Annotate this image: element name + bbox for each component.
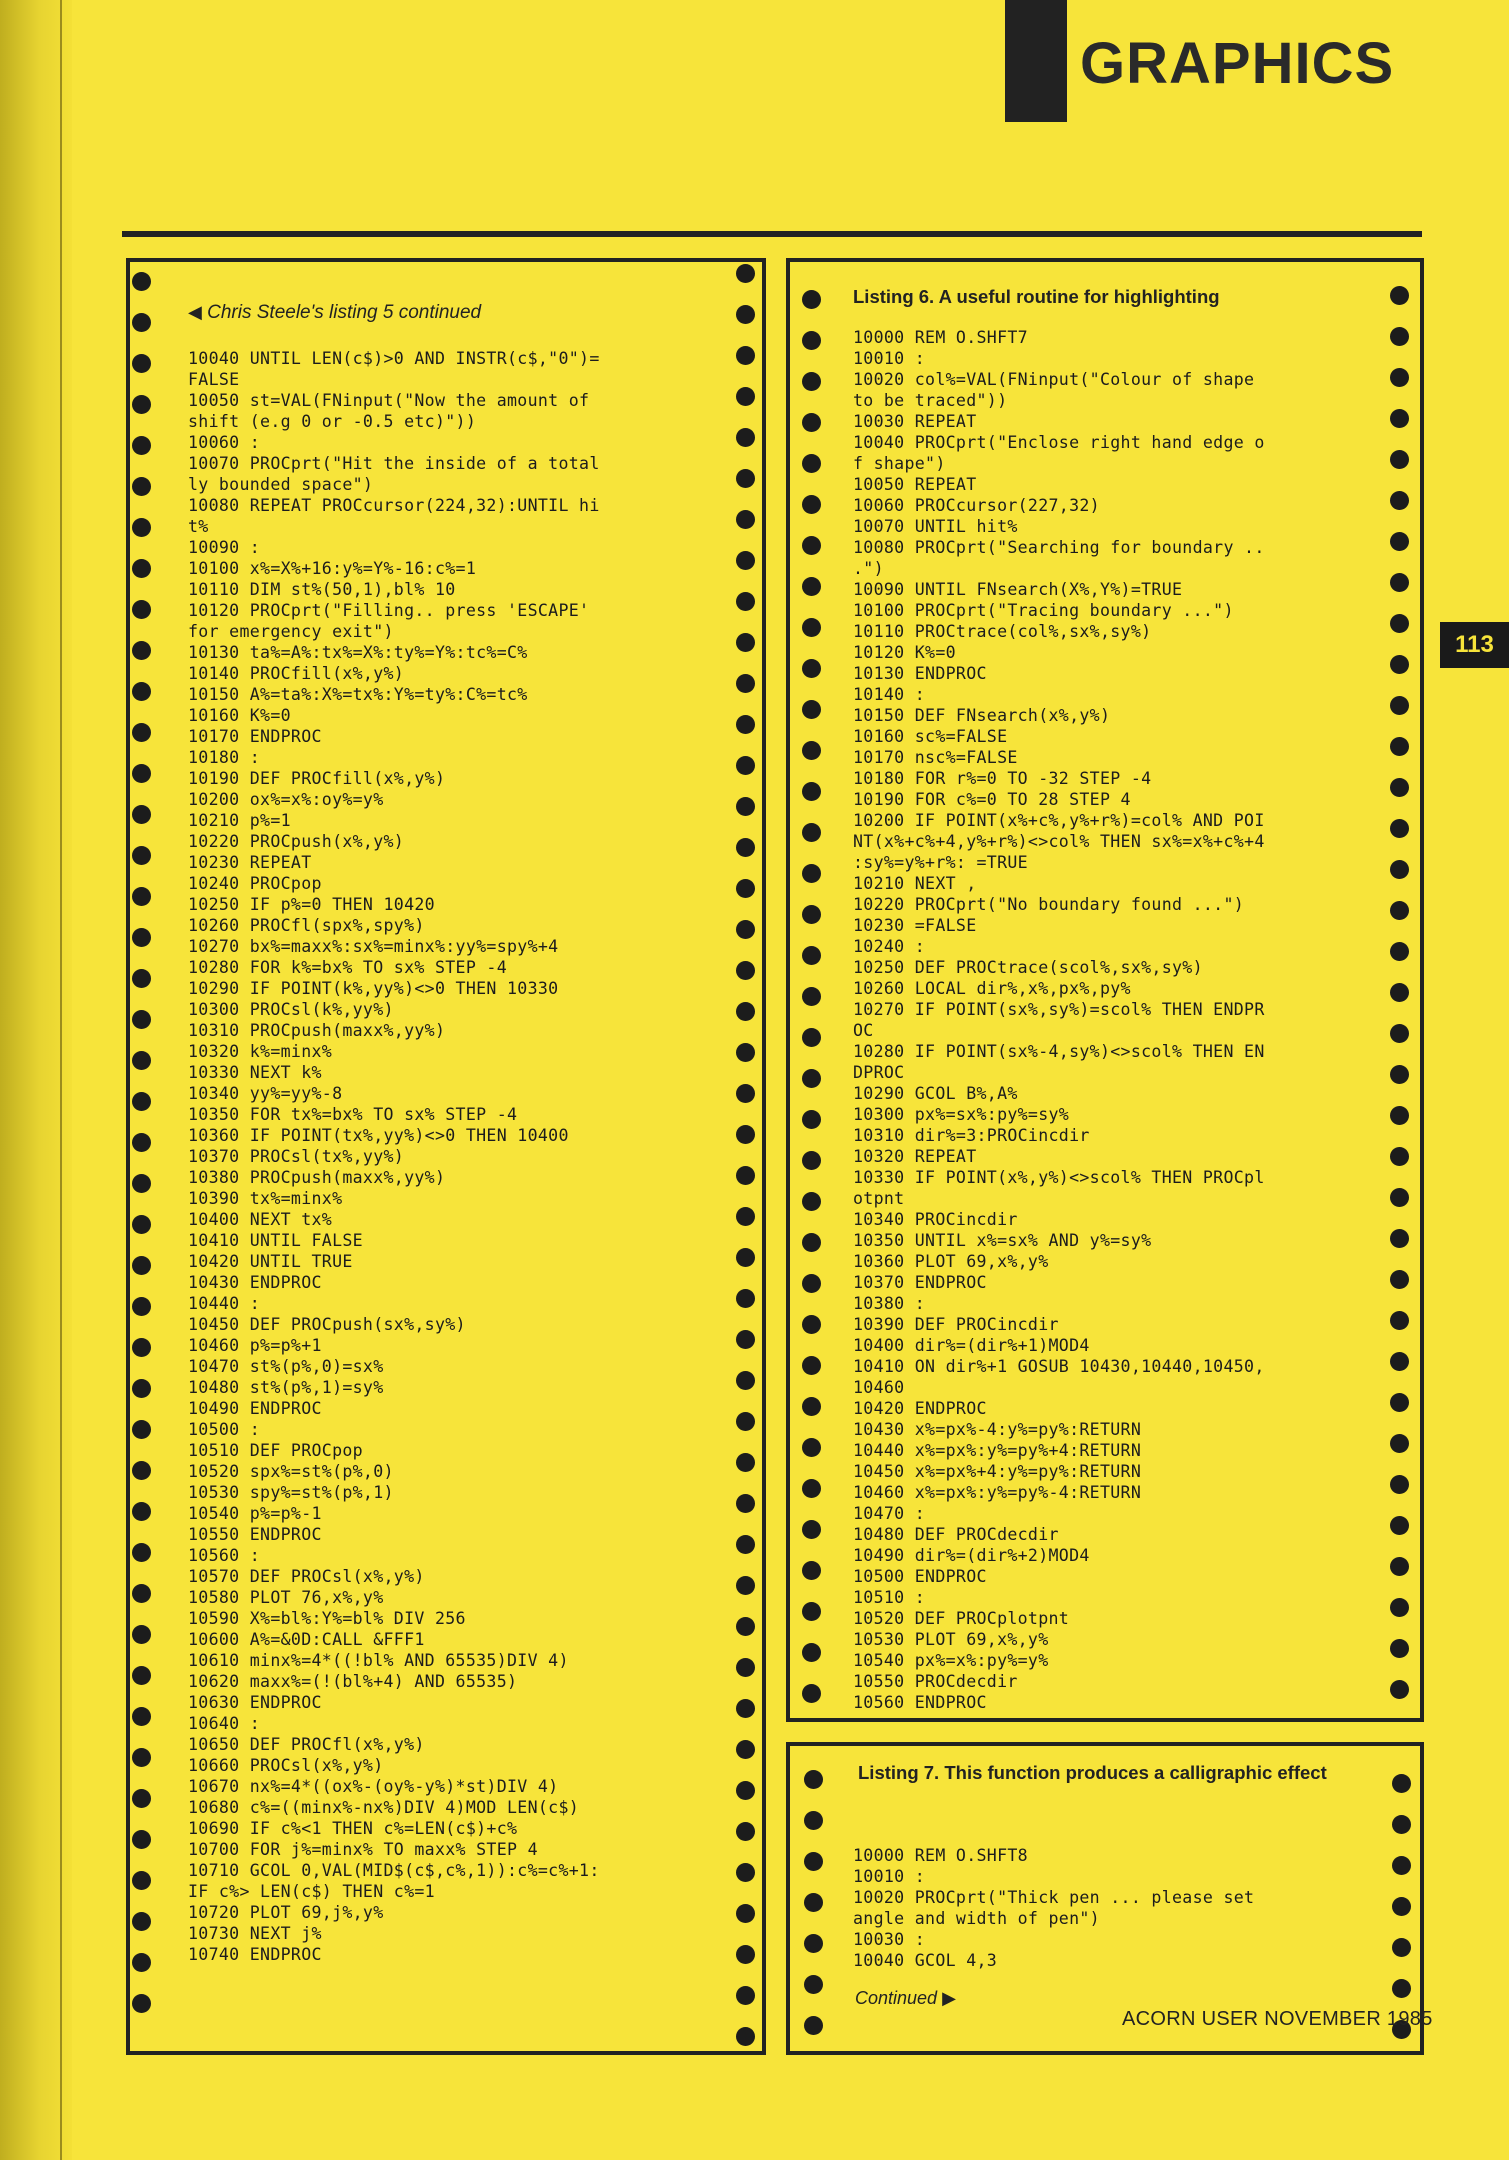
- magazine-footer: ACORN USER NOVEMBER 1985: [1122, 2008, 1433, 2030]
- perforation-hole: [1390, 1393, 1409, 1412]
- perforation-hole: [132, 1092, 151, 1111]
- perforation-hole: [802, 536, 821, 555]
- perforation-hole: [802, 1438, 821, 1457]
- perforation-hole: [736, 551, 755, 570]
- perforation-hole: [802, 1233, 821, 1252]
- perforation-hole: [736, 920, 755, 939]
- perforation-hole: [132, 1010, 151, 1029]
- perforation-hole: [1390, 286, 1409, 305]
- perforation-hole: [132, 1256, 151, 1275]
- perforation-hole: [132, 1830, 151, 1849]
- perforation-hole: [1390, 1598, 1409, 1617]
- perforation-hole: [804, 1893, 823, 1912]
- listing6-panel: [786, 258, 1424, 1722]
- perforation-hole: [736, 1535, 755, 1554]
- perforation-hole: [802, 782, 821, 801]
- perforation-hole: [736, 1453, 755, 1472]
- perforation-hole: [736, 1002, 755, 1021]
- perforation-hole: [132, 928, 151, 947]
- perforation-hole: [1390, 778, 1409, 797]
- perforation-hole: [1392, 1774, 1411, 1793]
- continued-text: Continued: [855, 1988, 938, 2008]
- perforation-hole: [802, 1315, 821, 1334]
- perforation-hole: [132, 1297, 151, 1316]
- perforation-hole: [1390, 1639, 1409, 1658]
- perforation-hole: [1390, 737, 1409, 756]
- continued-arrow-icon: ▶: [942, 1988, 956, 2008]
- perforation-hole: [1392, 1856, 1411, 1875]
- perforation-hole: [804, 1975, 823, 1994]
- perforation-hole: [736, 756, 755, 775]
- perforation-hole: [736, 510, 755, 529]
- perforation-hole: [132, 1174, 151, 1193]
- perforation-hole: [1390, 1065, 1409, 1084]
- perforation-hole: [802, 1356, 821, 1375]
- perforation-hole: [132, 1666, 151, 1685]
- listing5-code: 10040 UNTIL LEN(c$)>0 AND INSTR(c$,"0")= FALSE 10050 st=VAL(FNinput("Now the amount of shift (e.g 0 or -0.5 etc)")) 10060 : 10070 PROCprt("Hit the inside of a total ly bounded space") 10080 REPEAT PROCcursor(224,32):UNTIL hi t% 10090 : 10100 x%=X%+16:y%=Y%-16:c%=1 10110 DIM st%(50,1),bl% 10 10120 PROCprt("Filling.. press 'ESCAPE' for emergency exit") 10130 ta%=A%:tx%=X%:ty%=Y%:tc%=C% 10140 PROCfill(x%,y%) 10150 A%=ta%:X%=tx%:Y%=ty%:C%=tc% 10160 K%=0 10170 ENDPROC 10180 : 10190 DEF PROCfill(x%,y%) 10200 ox%=x%:oy%=y% 10210 p%=1 10220 PROCpush(x%,y%) 10230 REPEAT 10240 PROCpop 10250 IF p%=0 THEN 10420 10260 PROCfl(spx%,spy%) 10270 bx%=maxx%:sx%=minx%:yy%=spy%+4 10280 FOR k%=bx% TO sx% STEP -4 10290 IF POINT(k%,yy%)<>0 THEN 10330 10300 PROCsl(k%,yy%) 10310 PROCpush(maxx%,yy%) 10320 k%=minx% 10330 NEXT k% 10340 yy%=yy%-8 10350 FOR tx%=bx% TO sx% STEP -4 10360 IF POINT(tx%,yy%)<>0 THEN 10400 10370 PROCsl(tx%,yy%) 10380 PROCpush(maxx%,yy%) 10390 tx%=minx% 10400 NEXT tx% 10410 UNTIL FALSE 10420 UNTIL TRUE 10430 ENDPROC 10440 : 10450 DEF PROCpush(sx%,sy%) 10460 p%=p%+1 10470 st%(p%,0)=sx% 10480 st%(p%,1)=sy% 10490 ENDPROC 10500 : 10510 DEF PROCpop 10520 spx%=st%(p%,0) 10530 spy%=st%(p%,1) 10540 p%=p%-1 10550 ENDPROC 10560 : 10570 DEF PROCsl(x%,y%) 10580 PLOT 76,x%,y% 10590 X%=bl%:Y%=bl% DIV 256 10600 A%=&0D:CALL &FFF1 10610 minx%=4*((!bl% AND 65535)DIV 4) 10620 maxx%=(!(bl%+4) AND 65535) 10630 ENDPROC 10640 : 10650 DEF PROCfl(x%,y%) 10660 PROCsl(x%,y%) 10670 nx%=4*((ox%-(oy%-y%)*st)DIV 4) 10680 c%=((minx%-nx%)DIV 4)MOD LEN(c$) 10690 IF c%<1 THEN c%=LEN(c$)+c% 10700 FOR j%=minx% TO maxx% STEP 4 10710 GCOL 0,VAL(MID$(c$,c%,1)):c%=c%+1: IF c%> LEN(c$) THEN c%=1 10720 PLOT 69,j%,y% 10730 NEXT j% 10740 ENDPROC: [188, 349, 600, 1964]
- perforation-hole: [1390, 819, 1409, 838]
- perforation-hole: [1390, 860, 1409, 879]
- perforation-hole: [802, 331, 821, 350]
- perforation-hole: [804, 1852, 823, 1871]
- perforation-hole: [1390, 1434, 1409, 1453]
- perforation-hole: [1390, 327, 1409, 346]
- perforation-hole: [736, 1863, 755, 1882]
- perforation-hole: [1390, 450, 1409, 469]
- perforation-hole: [736, 1412, 755, 1431]
- perforation-hole: [736, 879, 755, 898]
- perforation-hole: [802, 1397, 821, 1416]
- perforation-hole: [132, 805, 151, 824]
- perforation-hole: [736, 1166, 755, 1185]
- perforation-hole: [1390, 983, 1409, 1002]
- perforation-hole: [736, 1043, 755, 1062]
- perforation-hole: [1390, 696, 1409, 715]
- perforation-hole: [1392, 1815, 1411, 1834]
- perforation-hole: [802, 1192, 821, 1211]
- perforation-hole: [802, 1069, 821, 1088]
- perforation-hole: [132, 1133, 151, 1152]
- perforation-hole: [132, 1953, 151, 1972]
- perforation-hole: [1390, 1475, 1409, 1494]
- caption-arrow-icon: ◀: [188, 302, 202, 322]
- perforation-hole: [132, 969, 151, 988]
- perforation-hole: [132, 1707, 151, 1726]
- perforation-hole: [802, 1643, 821, 1662]
- perforation-hole: [132, 846, 151, 865]
- perforation-hole: [132, 436, 151, 455]
- perforation-hole: [1390, 901, 1409, 920]
- perforation-hole: [802, 659, 821, 678]
- perforation-hole: [132, 477, 151, 496]
- perforation-hole: [736, 1207, 755, 1226]
- perforation-hole: [802, 1028, 821, 1047]
- page-number-tab: 113: [1440, 622, 1509, 668]
- perforation-hole: [1390, 368, 1409, 387]
- page-gutter: [0, 0, 72, 2160]
- perforation-hole: [1390, 1188, 1409, 1207]
- perforation-hole: [1390, 1106, 1409, 1125]
- perforation-hole: [736, 387, 755, 406]
- perforation-hole: [802, 1274, 821, 1293]
- perforation-hole: [802, 700, 821, 719]
- continued-label: [855, 1988, 956, 2009]
- perforation-hole: [1390, 1557, 1409, 1576]
- perforation-hole: [802, 905, 821, 924]
- perforation-hole: [802, 1110, 821, 1129]
- perforation-hole: [736, 346, 755, 365]
- perforation-hole: [802, 495, 821, 514]
- listing6-code: 10000 REM O.SHFT7 10010 : 10020 col%=VAL(FNinput("Colour of shape to be traced")) 10030 REPEAT 10040 PROCprt("Enclose right hand edge o f shape") 10050 REPEAT 10060 PROCcursor(227,32) 10070 UNTIL hit% 10080 PROCprt("Searching for boundary .. .") 10090 UNTIL FNsearch(X%,Y%)=TRUE 10100 PROCprt("Tracing boundary ...") 10110 PROCtrace(col%,sx%,sy%) 10120 K%=0 10130 ENDPROC 10140 : 10150 DEF FNsearch(x%,y%) 10160 sc%=FALSE 10170 nsc%=FALSE 10180 FOR r%=0 TO -32 STEP -4 10190 FOR c%=0 TO 28 STEP 4 10200 IF POINT(x%+c%,y%+r%)=col% AND POI NT(x%+c%+4,y%+r%)<>col% THEN sx%=x%+c%+4 :sy%=y%+r%: =TRUE 10210 NEXT , 10220 PROCprt("No boundary found ...") 10230 =FALSE 10240 : 10250 DEF PROCtrace(scol%,sx%,sy%) 10260 LOCAL dir%,x%,px%,py% 10270 IF POINT(sx%,sy%)=scol% THEN ENDPR OC 10280 IF POINT(sx%-4,sy%)<>scol% THEN EN DPROC 10290 GCOL B%,A% 10300 px%=sx%:py%=sy% 10310 dir%=3:PROCincdir 10320 REPEAT 10330 IF POINT(x%,y%)<>scol% THEN PROCpl otpnt 10340 PROCincdir 10350 UNTIL x%=sx% AND y%=sy% 10360 PLOT 69,x%,y% 10370 ENDPROC 10380 : 10390 DEF PROCincdir 10400 dir%=(dir%+1)MOD4 10410 ON dir%+1 GOSUB 10430,10440,10450, 10460 10420 ENDPROC 10430 x%=px%-4:y%=py%:RETURN 10440 x%=px%:y%=py%+4:RETURN 10450 x%=px%+4:y%=py%:RETURN 10460 x%=px%:y%=py%-4:RETURN 10470 : 10480 DEF PROCdecdir 10490 dir%=(dir%+2)MOD4 10500 ENDPROC 10510 : 10520 DEF PROCplotpnt 10530 PLOT 69,x%,y% 10540 px%=x%:py%=y% 10550 PROCdecdir 10560 ENDPROC: [853, 328, 1265, 1712]
- perforation-hole: [1390, 409, 1409, 428]
- perforation-hole: [804, 1770, 823, 1789]
- perforation-hole: [1392, 1938, 1411, 1957]
- listing5-caption: [188, 302, 481, 324]
- perforation-hole: [132, 1625, 151, 1644]
- perforation-hole: [1390, 1147, 1409, 1166]
- perforation-hole: [736, 1740, 755, 1759]
- perforation-hole: [736, 1781, 755, 1800]
- perforation-hole: [132, 600, 151, 619]
- perforation-hole: [1390, 573, 1409, 592]
- perforation-hole: [736, 469, 755, 488]
- perforation-hole: [132, 1789, 151, 1808]
- perforation-hole: [132, 272, 151, 291]
- perforation-hole: [802, 1602, 821, 1621]
- perforation-hole: [132, 723, 151, 742]
- perforation-hole: [1390, 1311, 1409, 1330]
- perforation-hole: [132, 1461, 151, 1480]
- perforation-hole: [804, 1934, 823, 1953]
- perforation-hole: [1390, 942, 1409, 961]
- perforation-hole: [802, 454, 821, 473]
- perforation-hole: [132, 1584, 151, 1603]
- perforation-hole: [132, 1748, 151, 1767]
- perforation-hole: [132, 1912, 151, 1931]
- perforation-hole: [802, 290, 821, 309]
- perforation-hole: [802, 1151, 821, 1170]
- perforation-hole: [802, 741, 821, 760]
- perforation-hole: [802, 946, 821, 965]
- perforation-hole: [736, 1617, 755, 1636]
- perforation-hole: [802, 1684, 821, 1703]
- perforation-hole: [736, 1494, 755, 1513]
- perforation-hole: [736, 1248, 755, 1267]
- perforation-hole: [802, 1479, 821, 1498]
- perforation-hole: [132, 1338, 151, 1357]
- perforation-hole: [736, 715, 755, 734]
- perforation-hole: [736, 1576, 755, 1595]
- perforation-hole: [132, 887, 151, 906]
- perforation-hole: [802, 1520, 821, 1539]
- listing6-title: Listing 6. A useful routine for highlighting: [853, 286, 1220, 307]
- perforation-hole: [132, 1420, 151, 1439]
- header-block: [1005, 0, 1067, 122]
- perforation-hole: [132, 395, 151, 414]
- perforation-hole: [736, 2027, 755, 2046]
- perforation-hole: [736, 1986, 755, 2005]
- perforation-hole: [132, 1871, 151, 1890]
- perforation-hole: [802, 618, 821, 637]
- perforation-hole: [736, 961, 755, 980]
- perforation-hole: [802, 577, 821, 596]
- perforation-hole: [736, 838, 755, 857]
- perforation-hole: [736, 674, 755, 693]
- perforation-hole: [132, 641, 151, 660]
- perforation-hole: [736, 1822, 755, 1841]
- perforation-hole: [1390, 1229, 1409, 1248]
- perforation-hole: [736, 1371, 755, 1390]
- perforation-hole: [736, 264, 755, 283]
- perforation-hole: [736, 1699, 755, 1718]
- perforation-hole: [1392, 1897, 1411, 1916]
- perforation-hole: [132, 559, 151, 578]
- perforation-hole: [736, 305, 755, 324]
- perforation-hole: [802, 864, 821, 883]
- header-rule: [122, 231, 1422, 237]
- perforation-hole: [736, 428, 755, 447]
- perforation-hole: [1390, 491, 1409, 510]
- perforation-hole: [132, 1215, 151, 1234]
- perforation-hole: [132, 1994, 151, 2013]
- perforation-hole: [804, 1811, 823, 1830]
- perforation-hole: [1390, 1680, 1409, 1699]
- perforation-hole: [802, 1561, 821, 1580]
- section-title: GRAPHICS: [1080, 31, 1395, 96]
- perforation-hole: [736, 633, 755, 652]
- perforation-hole: [1390, 655, 1409, 674]
- listing5-panel: [126, 258, 766, 2055]
- listing7-title: Listing 7. This function produces a calligraphic effect: [858, 1762, 1327, 1783]
- perforation-hole: [1390, 1024, 1409, 1043]
- perforation-hole: [1392, 1979, 1411, 1998]
- perforation-hole: [1390, 1516, 1409, 1535]
- perforation-hole: [132, 1543, 151, 1562]
- perforation-hole: [736, 1289, 755, 1308]
- perforation-hole: [132, 682, 151, 701]
- perforation-hole: [132, 354, 151, 373]
- perforation-hole: [802, 987, 821, 1006]
- perforation-hole: [736, 1084, 755, 1103]
- perforation-hole: [736, 797, 755, 816]
- perforation-hole: [736, 1904, 755, 1923]
- perforation-hole: [1390, 1270, 1409, 1289]
- perforation-hole: [802, 413, 821, 432]
- perforation-hole: [736, 592, 755, 611]
- perforation-hole: [802, 823, 821, 842]
- perforation-hole: [132, 1502, 151, 1521]
- perforation-hole: [132, 764, 151, 783]
- perforation-hole: [1390, 1352, 1409, 1371]
- perforation-hole: [736, 1330, 755, 1349]
- perforation-hole: [804, 2016, 823, 2035]
- perforation-hole: [736, 1945, 755, 1964]
- perforation-hole: [132, 1051, 151, 1070]
- listing7-code: 10000 REM O.SHFT8 10010 : 10020 PROCprt("Thick pen ... please set angle and width of pen") 10030 : 10040 GCOL 4,3: [853, 1846, 1255, 1970]
- perforation-hole: [736, 1658, 755, 1677]
- gutter-line: [60, 0, 62, 2160]
- perforation-hole: [132, 313, 151, 332]
- caption-text: Chris Steele's listing 5 continued: [207, 302, 482, 323]
- perforation-hole: [736, 1125, 755, 1144]
- perforation-hole: [1390, 614, 1409, 633]
- perforation-hole: [802, 372, 821, 391]
- perforation-hole: [132, 1379, 151, 1398]
- perforation-hole: [132, 518, 151, 537]
- perforation-hole: [1390, 532, 1409, 551]
